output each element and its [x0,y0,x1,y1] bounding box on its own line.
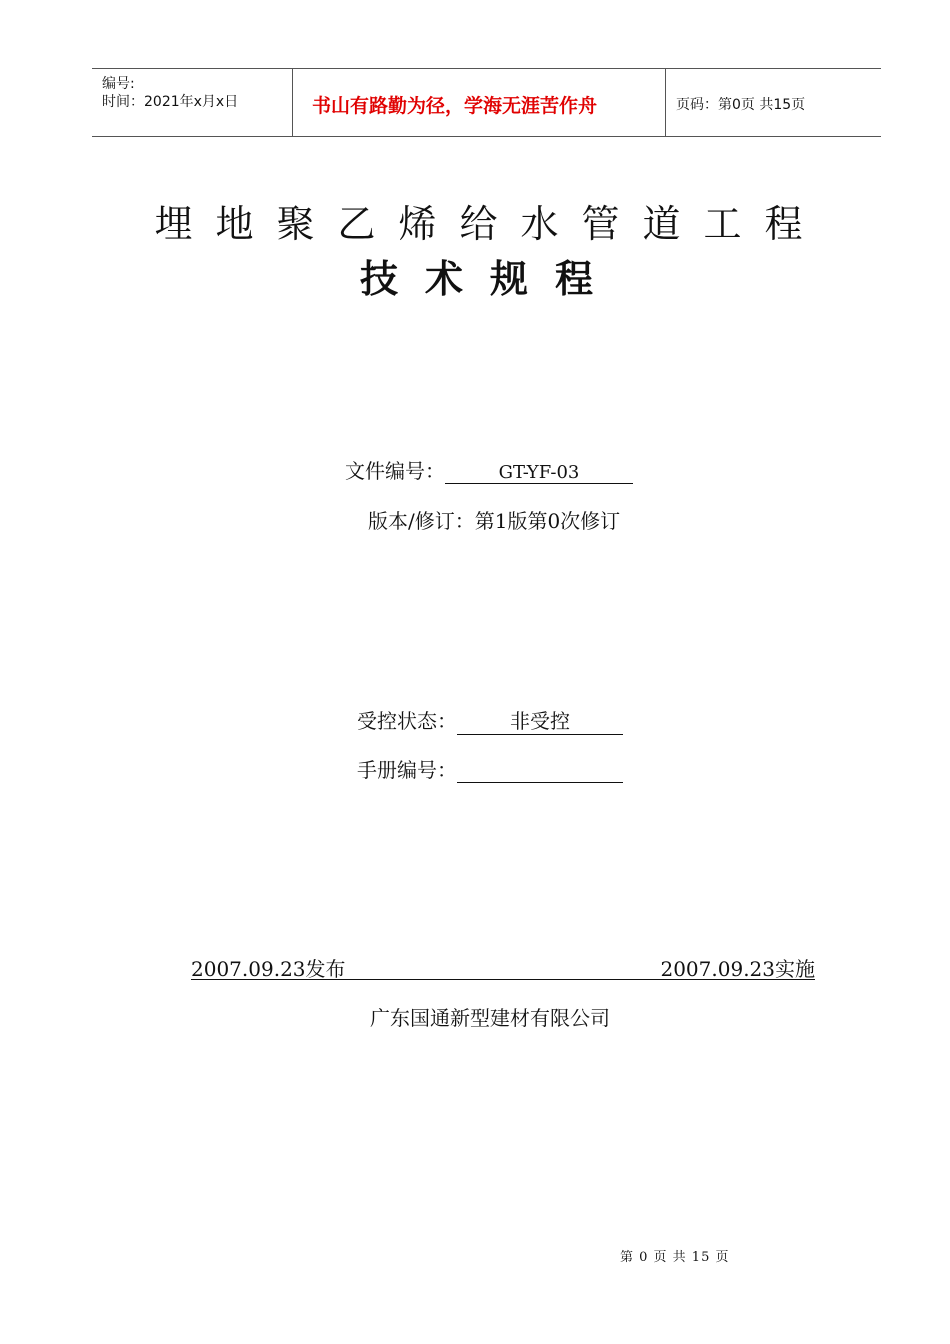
published-date: 2007.09.23发布 [191,957,346,981]
header-time-label: 时间：2021年x月x日 [102,94,239,110]
header-number-label: 编号: [102,76,135,92]
control-status-value: 非受控 [457,705,623,735]
page-footer: 第 0 页 共 15 页 [620,1250,730,1265]
doc-number-label: 文件编号： [345,459,445,483]
header-motto: 书山有路勤为径，学海无涯苦作舟 [312,95,598,117]
control-status-label: 受控状态： [357,709,457,733]
header-meta-cell [92,69,293,136]
implemented-date: 2007.09.23实施 [660,957,815,981]
header-page-info: 页码：第0页 共15页 [676,97,806,113]
document-subtitle: 技术规程 [359,256,620,301]
control-status-row [357,705,623,735]
document-title: 埋地聚乙烯给水管道工程 [154,202,826,246]
doc-number-row [345,455,633,484]
page-header [92,68,881,137]
header-motto-cell [292,69,666,136]
dates-line [191,953,815,980]
company-name: 广东国通新型建材有限公司 [370,1006,610,1030]
manual-number-row [357,754,623,783]
header-page-cell [665,69,881,136]
manual-number-label: 手册编号： [357,758,457,782]
doc-number-value: GT-YF-03 [445,462,633,484]
manual-number-value [457,760,623,783]
version-row: 版本/修订：第1版第0次修订 [368,509,621,533]
